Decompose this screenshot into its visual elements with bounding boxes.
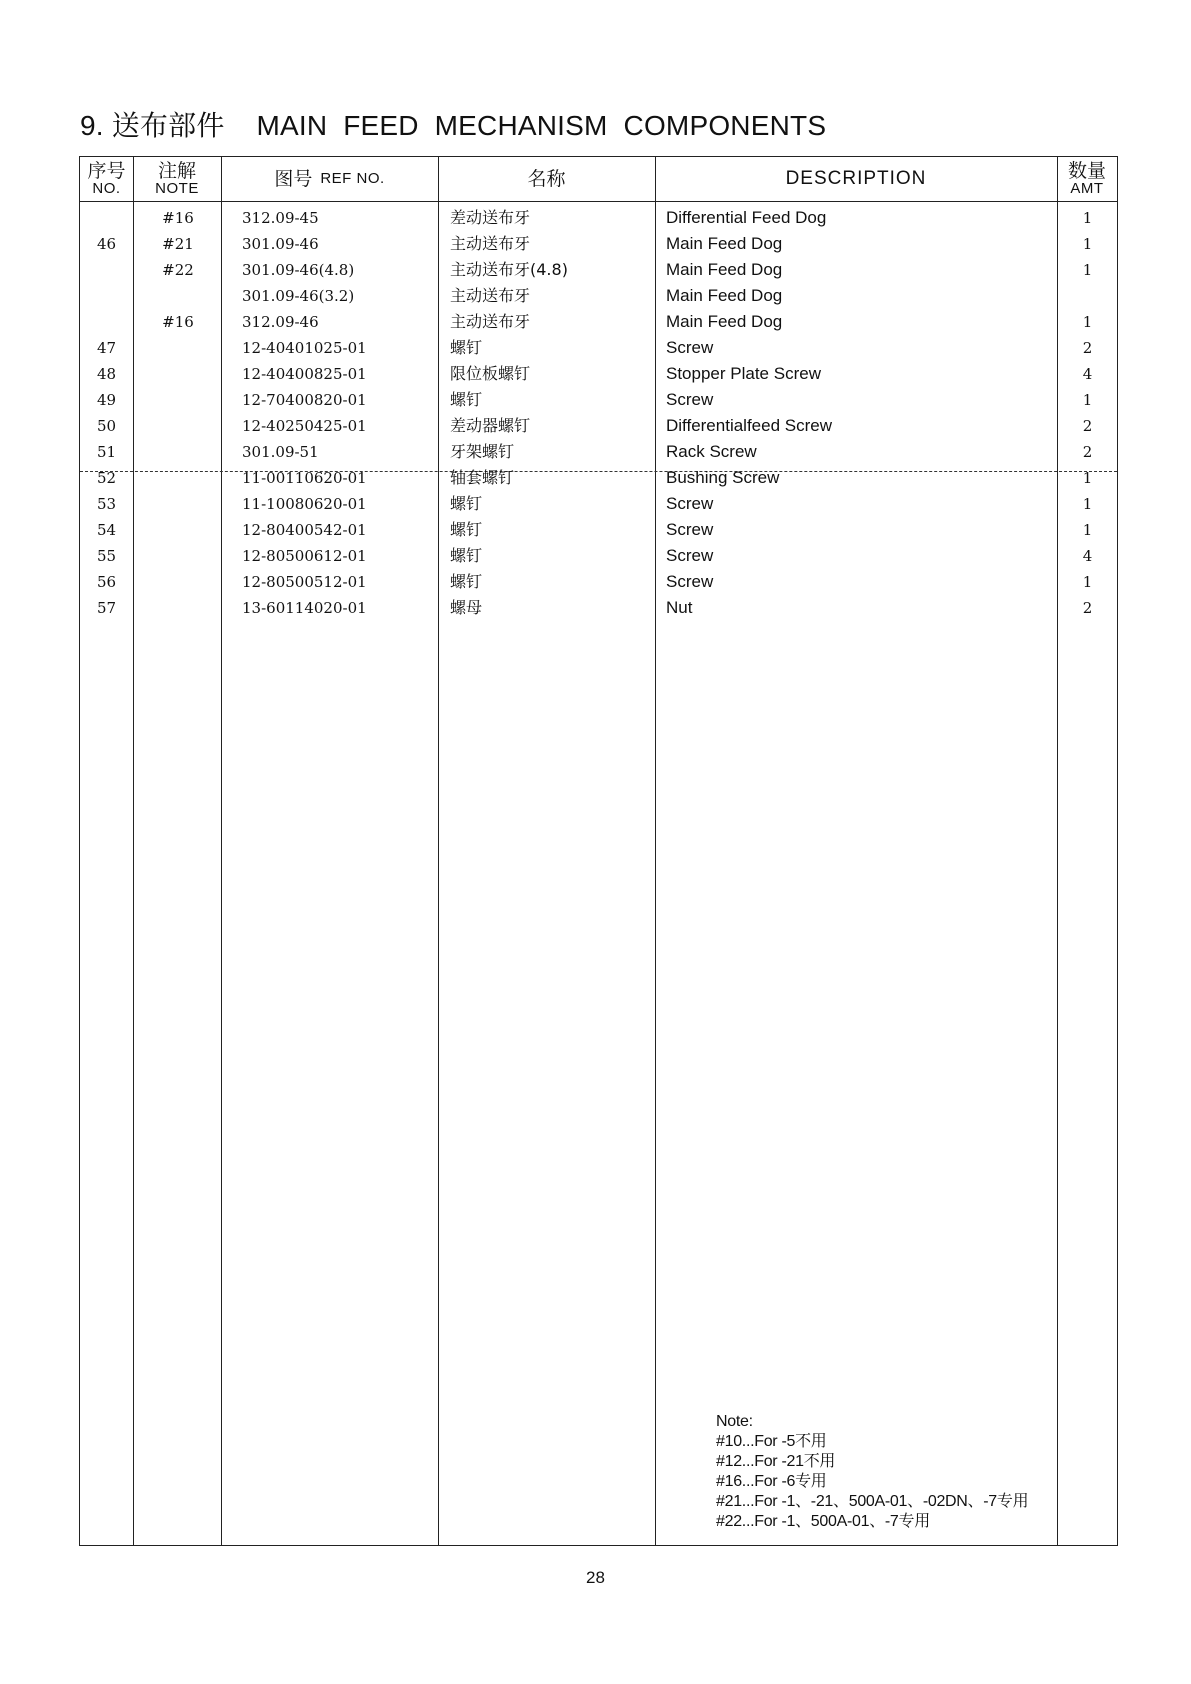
row-amt: 1 [1082,261,1093,279]
page-number: 28 [586,1568,605,1587]
row-description: Bushing Screw [666,468,780,487]
row-description: Screw [666,494,714,513]
row-description: Stopper Plate Screw [666,364,821,383]
header-amt-en: AMT [1070,180,1104,197]
row-description: Differentialfeed Screw [666,416,832,435]
row-ref: 13-60114020-01 [242,599,367,617]
row-no: 56 [96,573,117,591]
row-description: Screw [666,520,714,539]
row-note [133,283,223,309]
table-row [80,439,1117,465]
row-no [80,205,133,231]
row-amt: 1 [1082,469,1093,487]
notes-line: #21...For -1、-21、500A-01、-02DN、-7专用 [716,1493,1029,1510]
row-ref: 301.09-46 [242,235,319,253]
notes-line: #16...For -6专用 [716,1473,827,1490]
row-no: 47 [96,339,117,357]
row-note [133,491,223,517]
notes-heading: Note: [716,1413,753,1430]
row-no: 50 [96,417,117,435]
row-ref: 301.09-46(3.2) [242,287,355,305]
row-description: Main Feed Dog [666,260,783,279]
row-note [133,387,223,413]
header-amt [1057,157,1117,201]
row-name-cn: 牙架螺钉 [450,442,515,461]
row-note [133,569,223,595]
row-amt: 1 [1082,313,1093,331]
header-no-en: NO. [92,180,121,197]
row-description: Differential Feed Dog [666,208,827,227]
row-amt: 1 [1082,573,1093,591]
row-ref: 312.09-46 [242,313,319,331]
table-row [80,465,1117,491]
row-description: Screw [666,390,714,409]
header-description-en: DESCRIPTION [785,168,927,189]
header-note-en: NOTE [155,180,199,197]
row-ref: 312.09-45 [242,209,319,227]
row-ref: 12-80400542-01 [242,521,367,539]
parts-table [79,156,1118,1546]
header-ref [221,157,438,201]
header-no-cn: 序号 [87,160,126,182]
row-ref: 12-80500612-01 [242,547,367,565]
row-no [80,309,133,335]
row-no: 53 [96,495,117,513]
row-note: #22 [162,261,194,279]
row-name-cn: 差动送布牙 [450,208,531,227]
row-description: Rack Screw [666,442,757,461]
notes [716,1412,1028,1532]
header-description [655,157,1057,201]
row-no: 46 [96,235,117,253]
row-no [80,283,133,309]
row-no: 54 [96,521,117,539]
row-name-cn: 螺钉 [450,390,483,409]
row-name-cn: 螺钉 [450,572,483,591]
row-ref: 11-00110620-01 [242,469,367,487]
row-name-cn: 差动器螺钉 [450,416,531,435]
table-row [80,387,1117,413]
row-note [133,439,223,465]
notes-line: #12...For -21不用 [716,1453,836,1470]
table-row [80,205,1117,231]
row-ref: 11-10080620-01 [242,495,367,513]
row-name-cn: 螺钉 [450,520,483,539]
row-ref: 12-40250425-01 [242,417,367,435]
row-note [133,595,223,621]
header-ref-cn: 图号 [274,168,313,190]
row-no: 52 [96,469,117,487]
row-name-cn: 螺钉 [450,494,483,513]
row-amt: 4 [1082,365,1093,383]
row-name-cn: 主动送布牙 [450,286,531,305]
row-amt [1058,283,1117,309]
row-note: #16 [162,313,194,331]
row-note: #16 [162,209,194,227]
row-description: Screw [666,546,714,565]
table-row [80,569,1117,595]
table-row [80,361,1117,387]
header-note-cn: 注解 [157,160,196,182]
table-row [80,491,1117,517]
table-row [80,413,1117,439]
table-row [80,517,1117,543]
row-note [133,465,223,491]
row-name-cn: 螺钉 [450,546,483,565]
row-ref: 12-40401025-01 [242,339,367,357]
row-description: Main Feed Dog [666,312,783,331]
page-title: 9. 送布部件 MAIN FEED MECHANISM COMPONENTS [80,110,827,141]
table-row [80,309,1117,335]
row-name-cn: 主动送布牙 [450,234,531,253]
table-row [80,231,1117,257]
row-name-cn: 螺母 [450,598,483,617]
row-note: #21 [162,235,194,253]
row-description: Screw [666,572,714,591]
row-description: Main Feed Dog [666,234,783,253]
row-no: 48 [96,365,117,383]
row-amt: 1 [1082,209,1093,227]
row-amt: 2 [1082,417,1093,435]
row-amt: 4 [1082,547,1093,565]
table-row [80,595,1117,621]
table-row [80,335,1117,361]
row-no: 55 [96,547,117,565]
row-no: 51 [96,443,117,461]
row-note [133,335,223,361]
header-ref-en: REF NO. [320,170,385,187]
row-no [80,257,133,283]
table-row [80,543,1117,569]
row-note [133,517,223,543]
header-name [438,157,655,201]
row-name-cn: 螺钉 [450,338,483,357]
header-divider [80,201,1117,202]
header-amt-cn: 数量 [1067,160,1106,182]
header-note [133,157,221,201]
row-amt: 1 [1082,391,1093,409]
notes-line: #22...For -1、500A-01、-7专用 [716,1513,930,1530]
row-description: Screw [666,338,714,357]
table-row [80,283,1117,309]
row-name-cn: 限位板螺钉 [450,364,531,383]
row-ref: 12-70400820-01 [242,391,367,409]
row-amt: 1 [1082,521,1093,539]
row-ref: 301.09-51 [242,443,319,461]
row-amt: 1 [1082,235,1093,253]
table-row [80,257,1117,283]
row-amt: 2 [1082,599,1093,617]
row-no: 57 [96,599,117,617]
row-amt: 1 [1082,495,1093,513]
row-ref: 301.09-46(4.8) [242,261,355,279]
header-name-cn: 名称 [527,168,566,190]
row-description: Main Feed Dog [666,286,783,305]
row-ref: 12-40400825-01 [242,365,367,383]
row-name-cn: 主动送布牙 [450,312,531,331]
row-name-cn: 主动送布牙(4.8) [450,260,568,279]
row-no: 49 [96,391,117,409]
row-amt: 2 [1082,339,1093,357]
row-amt: 2 [1082,443,1093,461]
notes-line: #10...For -5不用 [716,1433,827,1450]
row-name-cn: 轴套螺钉 [450,468,515,487]
row-note [133,543,223,569]
header-no [80,157,133,201]
row-ref: 12-80500512-01 [242,573,367,591]
row-description: Nut [666,598,693,617]
row-note [133,361,223,387]
row-note [133,413,223,439]
